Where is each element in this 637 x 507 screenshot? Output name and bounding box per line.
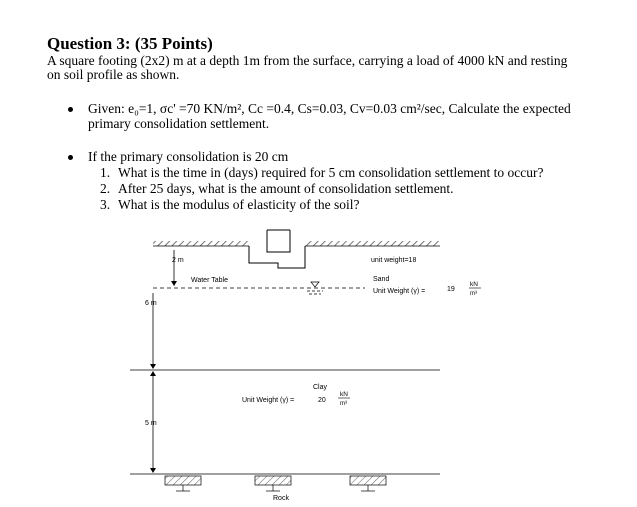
footing-column [267, 230, 290, 252]
intro-text-line2: on soil profile as shown. [47, 67, 180, 82]
rock-label: Rock [273, 495, 289, 502]
condition-text: If the primary consolidation is 20 cm [88, 149, 289, 164]
ground-hatch [153, 241, 249, 246]
depth-label-2m: 2 m [172, 257, 184, 264]
given-text-line2: primary consolidation settlement. [88, 116, 270, 131]
unit-numerator: kN [340, 391, 348, 398]
rock-symbol [255, 476, 291, 491]
unit-denominator: m³ [470, 291, 477, 297]
unit-denominator: m³ [340, 401, 347, 407]
rock-symbol [165, 476, 201, 491]
item-number: 2. [100, 181, 111, 196]
depth-label-6m: 6 m [145, 300, 157, 307]
water-table-icon [311, 282, 319, 287]
clay-unit-weight-label: Unit Weight (γ) = [242, 397, 295, 404]
water-table-label: Water Table [191, 277, 228, 284]
item-number: 1. [100, 165, 111, 180]
question-title: Question 3: (35 Points) [47, 34, 213, 53]
given-text-line1: Given: e₀=1, σc' =70 KN/m², Cc =0.4, Cs=0.03, Cv=0.03 cm²/sec, Calculate the expected [88, 101, 571, 116]
clay-unit-weight-value: 20 [318, 397, 326, 404]
footing-outline [249, 246, 305, 268]
sand-label: Sand [373, 276, 390, 283]
intro-text-line1: A square footing (2x2) m at a depth 1m from the surface, carrying a load of 4000 kN and resting [47, 53, 568, 68]
rock-symbol [350, 476, 386, 491]
sand-unit-weight-label: Unit Weight (γ) = [373, 288, 426, 295]
item-text: What is the modulus of elasticity of the soil? [118, 197, 360, 212]
unit-weight-top-label: unit weight=18 [371, 257, 417, 264]
depth-label-5m: 5 m [145, 420, 157, 427]
item-number: 3. [100, 197, 111, 212]
clay-label: Clay [313, 384, 328, 391]
unit-numerator: kN [470, 281, 478, 288]
ground-hatch [305, 241, 440, 246]
item-text: After 25 days, what is the amount of consolidation settlement. [118, 181, 454, 196]
sand-unit-weight-value: 19 [447, 286, 455, 293]
item-text: What is the time in (days) required for 5 cm consolidation settlement to occur? [118, 165, 544, 180]
